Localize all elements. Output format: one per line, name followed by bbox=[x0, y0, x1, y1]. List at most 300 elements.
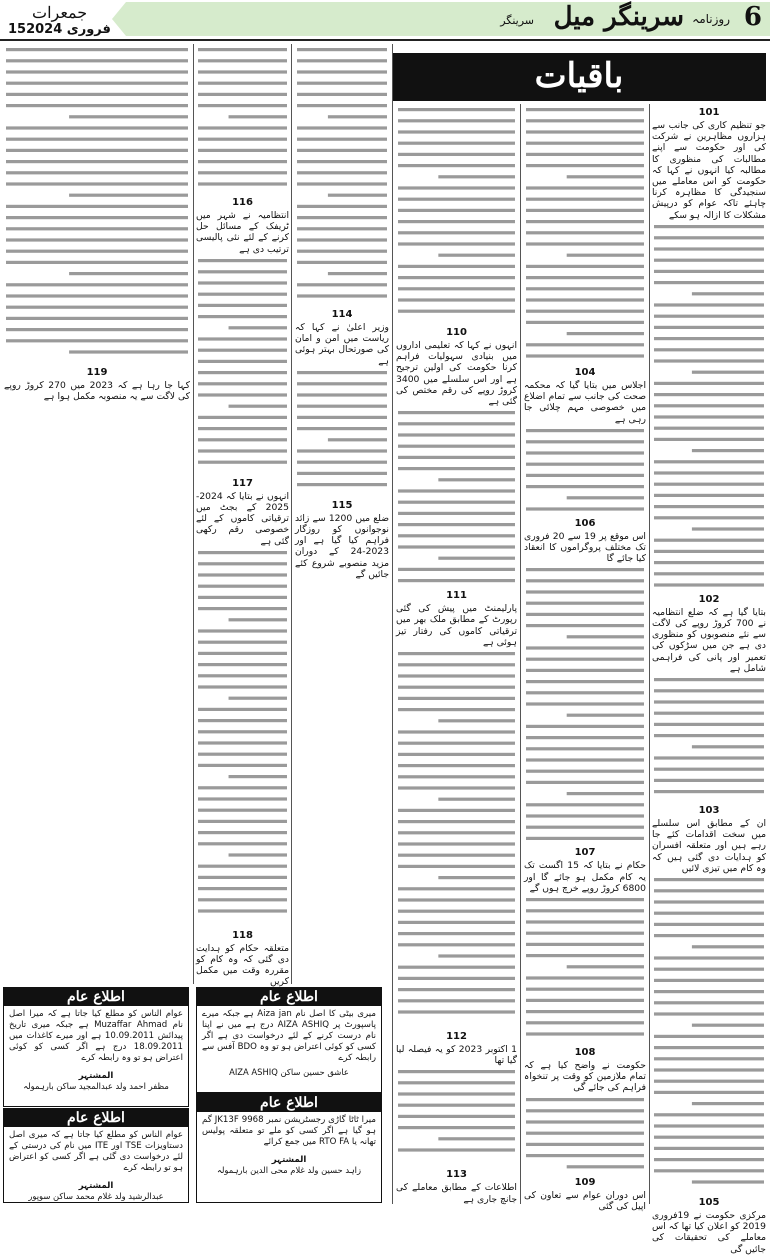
column-divider bbox=[649, 104, 650, 1204]
text-line bbox=[198, 562, 287, 565]
text-line bbox=[297, 416, 387, 419]
text-line bbox=[526, 164, 644, 167]
text-line bbox=[198, 393, 287, 396]
text-line bbox=[654, 756, 764, 759]
text-line bbox=[692, 292, 764, 295]
text-line bbox=[526, 680, 644, 683]
text-line bbox=[398, 663, 515, 666]
text-line bbox=[6, 317, 188, 320]
text-line bbox=[654, 225, 764, 228]
notice-heading: اطلاع عام bbox=[4, 1109, 188, 1127]
text-line bbox=[654, 538, 764, 541]
text-line bbox=[69, 350, 188, 353]
page-number: 6 bbox=[743, 2, 762, 32]
masthead-rule bbox=[0, 39, 770, 41]
text-line bbox=[654, 790, 764, 793]
text-line bbox=[654, 1147, 764, 1150]
text-line bbox=[654, 236, 764, 239]
text-line bbox=[198, 652, 287, 655]
text-line bbox=[526, 1032, 644, 1035]
text-line bbox=[297, 261, 387, 264]
article-text: اجلاس میں بتایا گیا کہ محکمہ صحت کی جانب سے تمام اضلاع میں خصوصی مہم چلائی جا رہی ہے bbox=[524, 380, 646, 425]
text-line bbox=[654, 494, 764, 497]
text-line bbox=[398, 411, 515, 414]
article-text: 1 اکتوبر 2023 کو یہ فیصلہ لیا گیا تھا bbox=[396, 1044, 517, 1067]
article-text: اس موقع پر 19 سے 20 فروری تک مختلف پروگراموں کا انعقاد کیا جائے گا bbox=[524, 530, 646, 565]
text-line bbox=[198, 831, 287, 834]
text-line bbox=[6, 261, 188, 264]
text-line bbox=[398, 988, 515, 991]
text-line bbox=[297, 205, 387, 208]
text-line bbox=[297, 126, 387, 129]
article-text: اس دوران عوام سے تعاون کی اپیل کی گئی bbox=[524, 1189, 646, 1212]
text-line bbox=[198, 607, 287, 610]
text-line bbox=[398, 434, 515, 437]
text-line bbox=[398, 775, 515, 778]
text-line bbox=[398, 1093, 515, 1096]
text-line bbox=[198, 182, 287, 185]
text-line bbox=[526, 142, 644, 145]
text-line bbox=[526, 932, 644, 935]
text-line bbox=[654, 934, 764, 937]
text-texture bbox=[524, 564, 646, 844]
column-3 bbox=[396, 104, 517, 1204]
text-line bbox=[198, 149, 287, 152]
text-line bbox=[654, 404, 764, 407]
text-line bbox=[328, 194, 387, 197]
column-2 bbox=[524, 104, 647, 1212]
text-line bbox=[198, 741, 287, 744]
public-notice-3 bbox=[196, 1093, 382, 1203]
article-text: اطلاعات کے مطابق معاملے کی جانچ جاری ہے bbox=[396, 1182, 517, 1205]
text-line bbox=[198, 708, 287, 711]
text-line bbox=[229, 853, 287, 856]
item-number: 115 bbox=[331, 499, 353, 511]
text-line bbox=[398, 119, 515, 122]
text-line bbox=[198, 674, 287, 677]
text-line bbox=[398, 164, 515, 167]
text-line bbox=[654, 1091, 764, 1094]
text-line bbox=[398, 534, 515, 537]
text-line bbox=[198, 808, 287, 811]
text-line bbox=[198, 427, 287, 430]
text-line bbox=[198, 82, 287, 85]
text-line bbox=[198, 909, 287, 912]
text-line bbox=[398, 1070, 515, 1073]
text-line bbox=[526, 119, 644, 122]
text-line bbox=[567, 332, 644, 335]
text-line bbox=[654, 1035, 764, 1038]
text-line bbox=[297, 48, 387, 51]
text-line bbox=[297, 182, 387, 185]
article-filler bbox=[652, 674, 766, 802]
item-number: 118 bbox=[232, 929, 253, 941]
text-line bbox=[398, 198, 515, 201]
text-line bbox=[526, 759, 644, 762]
item-number: 103 bbox=[698, 805, 720, 817]
text-line bbox=[398, 887, 515, 890]
text-line bbox=[692, 449, 764, 452]
text-line bbox=[229, 618, 287, 621]
text-line bbox=[6, 126, 188, 129]
notice-signature: عاشق حسین ساکن AIZA ASHIQ bbox=[229, 1067, 349, 1077]
article-text: جو تنظیم کاری کی جانب سے ہزاروں مظاہرین نے شرکت کی اور حکومت سے اپنے مطالبات کی منظوری کا مطالبہ کیا انہوں نے کہا کہ حکومت کو اس معاملے میں سنجیدگی کا مظاہرہ کرنا چاہئے تاکہ عوام کو درپیش مشکلات کا ازالہ ہو سکے bbox=[652, 120, 766, 221]
article-filler bbox=[524, 104, 646, 364]
text-line bbox=[198, 48, 287, 51]
text-line bbox=[6, 205, 188, 208]
text-line bbox=[654, 900, 764, 903]
text-line bbox=[526, 462, 644, 465]
text-texture bbox=[524, 425, 646, 515]
text-line bbox=[692, 1102, 764, 1105]
text-texture bbox=[396, 648, 517, 1028]
text-line bbox=[297, 138, 387, 141]
article-text: کہا جا رہا ہے کہ 2023 میں 270 کروڑ روپے کی لاگت سے یہ منصوبہ مکمل ہوا ہے bbox=[4, 380, 190, 403]
text-line bbox=[526, 474, 644, 477]
text-line bbox=[526, 298, 644, 301]
text-line bbox=[654, 270, 764, 273]
text-line bbox=[692, 1024, 764, 1027]
text-line bbox=[6, 250, 188, 253]
text-line bbox=[398, 501, 515, 504]
text-line bbox=[198, 864, 287, 867]
text-line bbox=[398, 490, 515, 493]
section-title: باقیات bbox=[534, 56, 624, 96]
text-texture bbox=[524, 104, 646, 364]
text-line bbox=[526, 781, 644, 784]
text-line bbox=[398, 287, 515, 290]
text-line bbox=[198, 898, 287, 901]
text-line bbox=[526, 242, 644, 245]
text-line bbox=[198, 752, 287, 755]
text-line bbox=[6, 70, 188, 73]
text-line bbox=[692, 1180, 764, 1183]
notice-body: میری بیٹی کا اصل نام Aiza jan ہے جبکہ میرے پاسپورٹ پر AIZA ASHIQ درج ہے میں نے اپنا نام درست کرنے کے لئے درخواست دی ہے اگر کسی کو کوئی اعتراض ہو تو وہ BDO آفس سے رابطہ کرے bbox=[202, 1009, 377, 1063]
text-line bbox=[398, 142, 515, 145]
item-number: 116 bbox=[232, 197, 253, 208]
text-line bbox=[297, 250, 387, 253]
text-line bbox=[198, 382, 287, 385]
text-line bbox=[526, 287, 644, 290]
text-line bbox=[198, 551, 287, 554]
text-line bbox=[654, 1169, 764, 1172]
item-number: 117 bbox=[232, 477, 253, 489]
issue-date: 15فروری 2024 bbox=[8, 22, 111, 37]
text-line bbox=[526, 988, 644, 991]
item-number: 109 bbox=[574, 1176, 596, 1188]
article-filler bbox=[524, 564, 646, 844]
text-line bbox=[526, 507, 644, 510]
text-line bbox=[526, 321, 644, 324]
item-number: 113 bbox=[446, 1169, 467, 1181]
article-text: انہوں نے بتایا کہ 2024-2025 کے بجٹ میں ترقیاتی کاموں کے لئے خصوصی رقم رکھی گئی ہے bbox=[196, 490, 289, 547]
text-line bbox=[198, 460, 287, 463]
text-line bbox=[526, 999, 644, 1002]
text-line bbox=[229, 404, 287, 407]
text-line bbox=[398, 674, 515, 677]
masthead bbox=[0, 0, 770, 40]
text-line bbox=[654, 516, 764, 519]
text-line bbox=[526, 613, 644, 616]
notice-heading: اطلاع عام bbox=[197, 988, 381, 1006]
text-line bbox=[297, 449, 387, 452]
text-line bbox=[526, 276, 644, 279]
text-line bbox=[398, 764, 515, 767]
text-line bbox=[526, 130, 644, 133]
text-line bbox=[526, 770, 644, 773]
text-line bbox=[567, 965, 644, 968]
text-line bbox=[438, 876, 515, 879]
text-line bbox=[297, 93, 387, 96]
text-line bbox=[398, 753, 515, 756]
text-texture bbox=[524, 1094, 646, 1174]
text-line bbox=[654, 471, 764, 474]
text-line bbox=[398, 831, 515, 834]
text-line bbox=[398, 921, 515, 924]
text-line bbox=[438, 954, 515, 957]
text-line bbox=[297, 149, 387, 152]
text-line bbox=[398, 298, 515, 301]
text-line bbox=[526, 920, 644, 923]
text-line bbox=[526, 591, 644, 594]
item-number: 119 bbox=[86, 367, 108, 378]
text-line bbox=[654, 768, 764, 771]
text-line bbox=[526, 354, 644, 357]
text-line bbox=[654, 583, 764, 586]
text-line bbox=[297, 404, 387, 407]
text-line bbox=[398, 186, 515, 189]
text-line bbox=[198, 764, 287, 767]
text-line bbox=[398, 231, 515, 234]
notice-signature: زاہد حسین ولد غلام محی الدین بارہمولہ bbox=[216, 1165, 362, 1175]
article-text: ان کے مطابق اس سلسلے میں سخت اقدامات کئے جا رہے ہیں اور متعلقہ افسران کو ہدایات دی گئی ہیں کہ وہ کام میں تیزی لائیں bbox=[652, 818, 766, 874]
item-number: 108 bbox=[574, 1047, 596, 1059]
text-line bbox=[198, 416, 287, 419]
text-line bbox=[526, 108, 644, 111]
text-line bbox=[198, 596, 287, 599]
notice-body: میرا ٹاٹا گاڑی رجسٹریشن نمبر JK13F 9968 گم ہو گیا ہے اگر کسی کو ملے تو متعلقہ پولیس تھانہ یا RTO FA میں جمع کرائے bbox=[202, 1115, 376, 1147]
article-filler bbox=[295, 367, 389, 497]
article-filler bbox=[396, 104, 517, 324]
item-number: 105 bbox=[698, 1197, 720, 1209]
text-line bbox=[198, 259, 287, 262]
column-4 bbox=[295, 44, 389, 984]
article-filler bbox=[396, 407, 517, 587]
text-line bbox=[297, 283, 387, 286]
text-line bbox=[526, 703, 644, 706]
column-divider bbox=[392, 44, 393, 1204]
text-line bbox=[654, 1124, 764, 1127]
text-line bbox=[654, 923, 764, 926]
text-line bbox=[438, 719, 515, 722]
text-line bbox=[692, 945, 764, 948]
text-line bbox=[654, 1136, 764, 1139]
text-line bbox=[526, 1142, 644, 1145]
notice-signature: مظفر احمد ولد عبدالمجید ساکن بارہمولہ bbox=[23, 1081, 169, 1091]
text-line bbox=[398, 456, 515, 459]
text-line bbox=[654, 258, 764, 261]
text-line bbox=[398, 467, 515, 470]
text-texture bbox=[396, 1066, 517, 1166]
text-line bbox=[438, 798, 515, 801]
text-line bbox=[526, 954, 644, 957]
article-text: انتظامیہ نے شہر میں ٹریفک کے مسائل حل کرنے کے لئے نئی پالیسی ترتیب دی ہے bbox=[196, 210, 289, 255]
text-line bbox=[198, 270, 287, 273]
text-line bbox=[567, 714, 644, 717]
text-line bbox=[229, 696, 287, 699]
column-divider bbox=[520, 104, 521, 1204]
public-notice-4 bbox=[3, 1108, 189, 1203]
article-text: ضلع میں 1200 سے زائد نوجوانوں کو روزگار فراہم کیا گیا ہے اور 2023-24 کے دوران مزید منصوبے شروع کئے جائیں گے bbox=[295, 512, 390, 580]
text-line bbox=[526, 804, 644, 807]
text-line bbox=[526, 209, 644, 212]
article-filler bbox=[652, 874, 766, 1194]
article-text: بتایا گیا ہے کہ ضلع انتظامیہ نے 700 کروڑ روپے کی لاگت سے نئے منصوبوں کو منظوری دی ہے جن میں سڑکوں کی تعمیر اور پانی کی فراہمی شامل ہے bbox=[652, 606, 766, 674]
article-filler bbox=[295, 44, 389, 306]
column-divider bbox=[291, 44, 292, 984]
text-line bbox=[654, 723, 764, 726]
text-line bbox=[526, 153, 644, 156]
text-line bbox=[198, 59, 287, 62]
text-line bbox=[297, 82, 387, 85]
text-line bbox=[526, 1131, 644, 1134]
text-texture bbox=[396, 104, 517, 324]
notice-signature-label: المشتہر bbox=[271, 1155, 307, 1165]
text-line bbox=[398, 686, 515, 689]
text-line bbox=[6, 104, 188, 107]
text-line bbox=[526, 815, 644, 818]
text-line bbox=[567, 496, 644, 499]
text-line bbox=[654, 359, 764, 362]
text-line bbox=[526, 1120, 644, 1123]
text-line bbox=[297, 104, 387, 107]
text-texture bbox=[524, 894, 646, 1044]
text-line bbox=[398, 910, 515, 913]
text-line bbox=[6, 48, 188, 51]
text-line bbox=[692, 370, 764, 373]
text-line bbox=[438, 478, 515, 481]
article-filler bbox=[396, 1066, 517, 1166]
text-line bbox=[526, 736, 644, 739]
text-line bbox=[654, 393, 764, 396]
text-line bbox=[198, 160, 287, 163]
text-line bbox=[567, 1165, 644, 1168]
text-line bbox=[526, 943, 644, 946]
text-line bbox=[198, 629, 287, 632]
notice-signature-label: المشتہر bbox=[78, 1181, 114, 1191]
text-line bbox=[526, 658, 644, 661]
article-filler bbox=[4, 44, 190, 364]
text-texture bbox=[196, 547, 289, 927]
text-line bbox=[526, 231, 644, 234]
text-line bbox=[398, 842, 515, 845]
text-line bbox=[398, 568, 515, 571]
text-line bbox=[398, 652, 515, 655]
item-number: 112 bbox=[446, 1031, 467, 1043]
text-line bbox=[6, 339, 188, 342]
text-line bbox=[654, 1113, 764, 1116]
text-line bbox=[69, 194, 188, 197]
text-line bbox=[654, 1080, 764, 1083]
text-line bbox=[526, 1154, 644, 1157]
text-line bbox=[567, 792, 644, 795]
text-line bbox=[6, 59, 188, 62]
text-line bbox=[198, 292, 287, 295]
text-line bbox=[398, 276, 515, 279]
text-line bbox=[398, 865, 515, 868]
text-line bbox=[526, 1098, 644, 1101]
text-line bbox=[526, 1109, 644, 1112]
public-notice-1 bbox=[196, 987, 382, 1093]
text-line bbox=[229, 326, 287, 329]
text-line bbox=[398, 445, 515, 448]
notice-body: عوام الناس کو مطلع کیا جاتا ہے کہ میرا اصل نام Muzaffar Ahmad ہے جبکہ میری تاریخ پیدائش 10.09.2011 ہے اور میرے کاغذات میں 18.09.2011 درج ہے اگر کسی کو کوئی اعتراض ہو تو وہ رابطہ کرے bbox=[9, 1009, 184, 1063]
text-line bbox=[654, 968, 764, 971]
text-line bbox=[198, 304, 287, 307]
text-line bbox=[398, 820, 515, 823]
text-line bbox=[297, 427, 387, 430]
text-line bbox=[526, 310, 644, 313]
text-line bbox=[398, 999, 515, 1002]
text-line bbox=[526, 568, 644, 571]
text-line bbox=[654, 1158, 764, 1161]
text-line bbox=[654, 1068, 764, 1071]
text-line bbox=[526, 909, 644, 912]
text-line bbox=[526, 1010, 644, 1013]
text-texture bbox=[652, 674, 766, 802]
text-line bbox=[229, 775, 287, 778]
text-line bbox=[398, 220, 515, 223]
text-line bbox=[198, 93, 287, 96]
item-number: 101 bbox=[698, 107, 720, 118]
text-line bbox=[526, 440, 644, 443]
item-number: 111 bbox=[446, 590, 467, 602]
text-line bbox=[526, 429, 644, 432]
text-line bbox=[229, 115, 287, 118]
text-line bbox=[6, 160, 188, 163]
article-filler bbox=[524, 1094, 646, 1174]
text-line bbox=[654, 878, 764, 881]
text-line bbox=[526, 1021, 644, 1024]
text-line bbox=[654, 712, 764, 715]
text-line bbox=[6, 294, 188, 297]
text-line bbox=[398, 1115, 515, 1118]
text-line bbox=[654, 1057, 764, 1060]
text-line bbox=[654, 247, 764, 250]
text-line bbox=[654, 426, 764, 429]
item-number: 110 bbox=[446, 327, 467, 338]
text-line bbox=[438, 1138, 515, 1141]
text-line bbox=[654, 337, 764, 340]
text-line bbox=[198, 719, 287, 722]
text-line bbox=[6, 283, 188, 286]
article-filler bbox=[196, 255, 289, 475]
text-texture bbox=[652, 221, 766, 591]
text-line bbox=[654, 689, 764, 692]
text-line bbox=[526, 669, 644, 672]
text-line bbox=[398, 242, 515, 245]
text-line bbox=[297, 160, 387, 163]
text-line bbox=[6, 328, 188, 331]
text-line bbox=[398, 546, 515, 549]
text-line bbox=[297, 216, 387, 219]
text-line bbox=[398, 265, 515, 268]
text-line bbox=[398, 1010, 515, 1013]
text-line bbox=[398, 108, 515, 111]
article-text: وزیر اعلیٰ نے کہا کہ ریاست میں امن و امان کی صورتحال بہتر ہوئی ہے bbox=[295, 322, 389, 367]
text-line bbox=[526, 647, 644, 650]
text-line bbox=[654, 990, 764, 993]
